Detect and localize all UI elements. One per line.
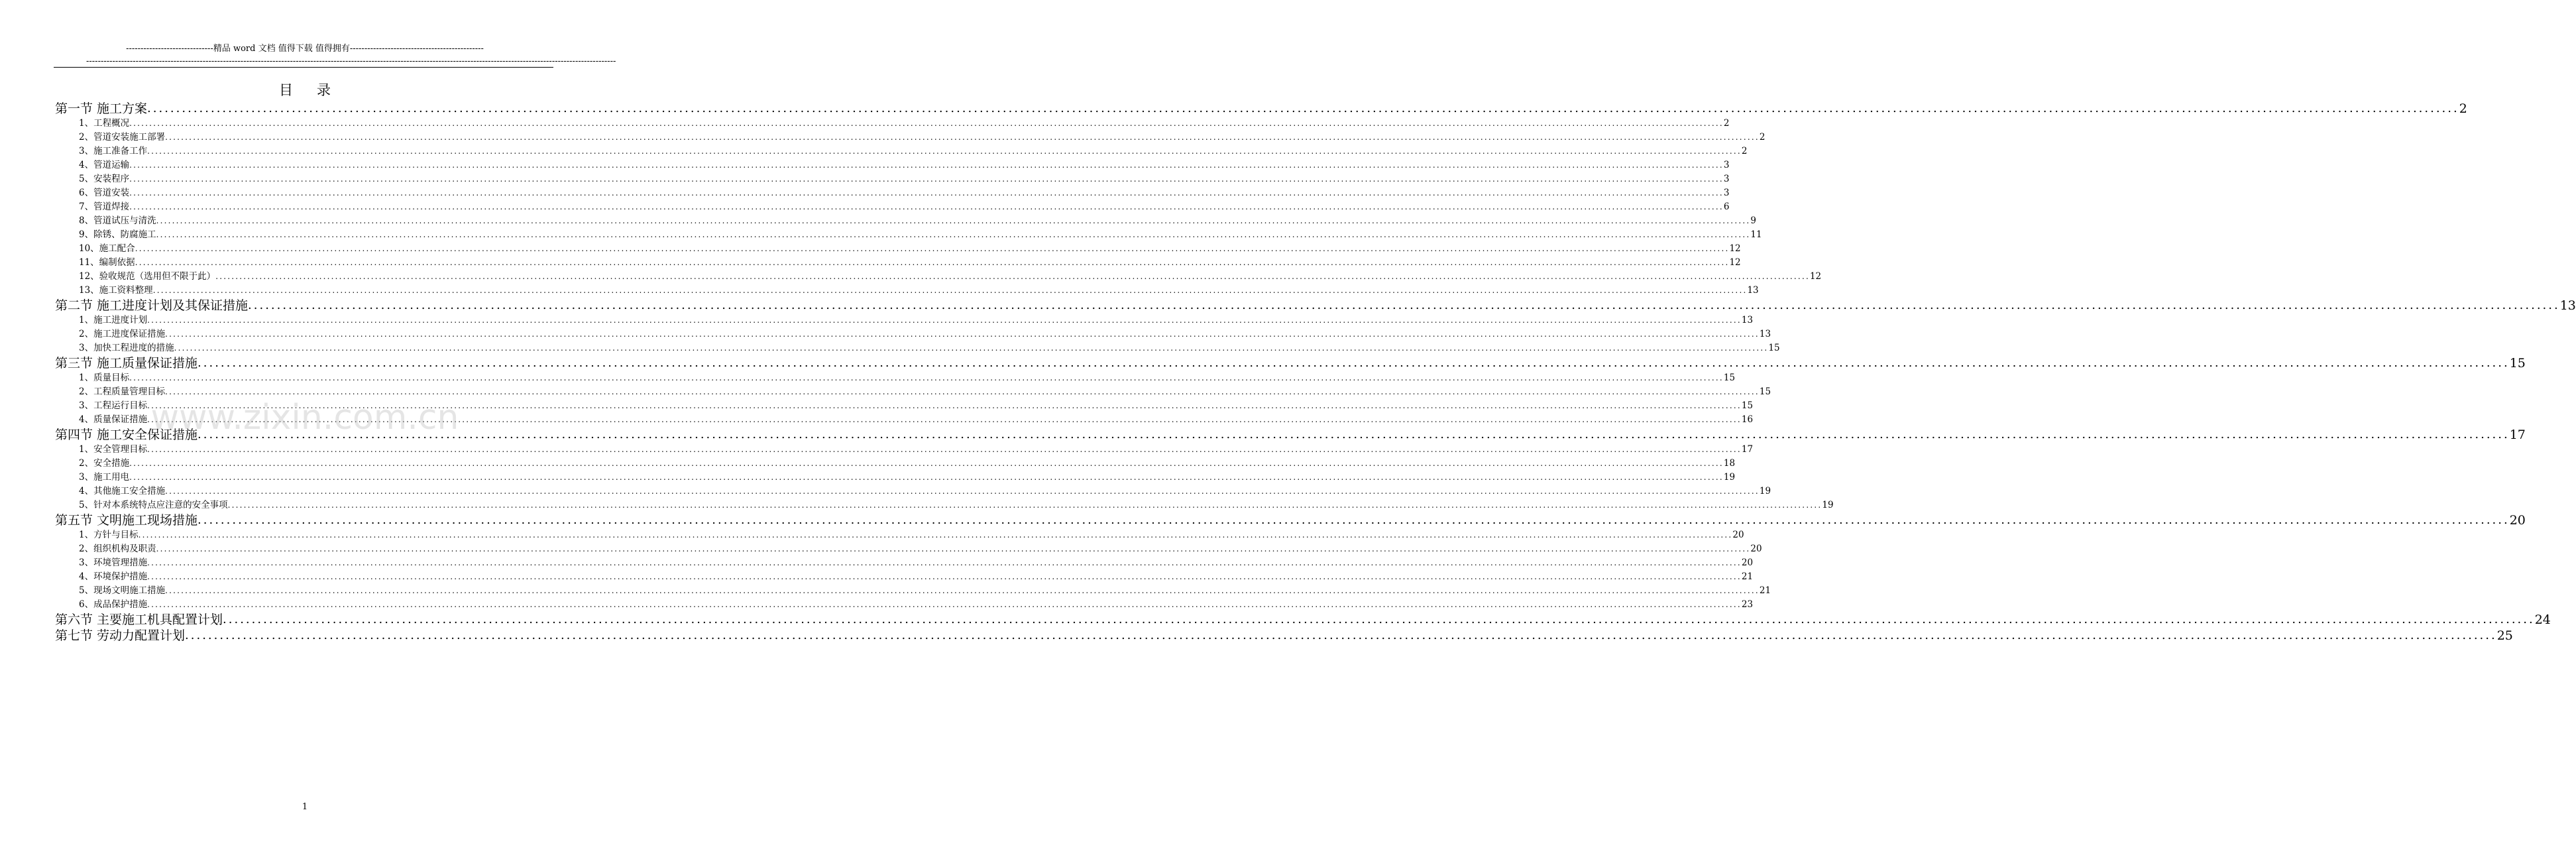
toc-dot-leader: ................................................................................................................................................................................................................................................................................................................................................................................................................ xyxy=(197,428,2510,441)
toc-dot-leader: ................................................................................................................................................................................................................................................................................................................................................................................................................ xyxy=(129,373,1724,382)
toc-dot-leader: ................................................................................................................................................................................................................................................................................................................................................................................................................ xyxy=(197,513,2510,527)
toc-entry-page: 2 xyxy=(1759,132,1765,143)
toc-entry-page: 20 xyxy=(2509,513,2526,528)
toc-entry-label: 4、环境保护措施 xyxy=(79,571,148,582)
toc-section-entry[interactable] xyxy=(55,101,2467,117)
toc-dot-leader: ................................................................................................................................................................................................................................................................................................................................................................................................................ xyxy=(227,500,1822,510)
toc-subentry[interactable] xyxy=(55,214,1756,228)
table-of-contents xyxy=(55,101,2576,644)
toc-subentry[interactable] xyxy=(55,556,1754,570)
toc-entry-page: 25 xyxy=(2496,628,2513,643)
toc-subentry[interactable] xyxy=(55,144,1748,158)
toc-entry-page: 15 xyxy=(1741,400,1754,411)
toc-entry-label: 4、管道运输 xyxy=(79,160,130,170)
toc-subentry[interactable] xyxy=(55,341,1780,355)
toc-entry-page: 18 xyxy=(1723,458,1736,469)
toc-entry-label: 5、针对本系统特点应注意的安全事项 xyxy=(79,500,228,510)
toc-entry-page: 23 xyxy=(1741,599,1754,610)
toc-dot-leader: ................................................................................................................................................................................................................................................................................................................................................................................................................ xyxy=(215,272,1810,281)
toc-entry-label: 3、施工用电 xyxy=(79,472,130,483)
toc-entry-label: 1、安全管理目标 xyxy=(79,444,148,455)
toc-subentry[interactable] xyxy=(55,413,1754,427)
toc-dot-leader: ................................................................................................................................................................................................................................................................................................................................................................................................................ xyxy=(165,329,1760,339)
toc-entry-label: 第五节 文明施工现场措施 xyxy=(55,513,198,528)
toc-dot-leader: ................................................................................................................................................................................................................................................................................................................................................................................................................ xyxy=(147,600,1742,609)
toc-entry-label: 6、成品保护措施 xyxy=(79,599,148,610)
toc-subentry[interactable] xyxy=(55,172,1730,186)
toc-subentry[interactable] xyxy=(55,485,1771,498)
toc-entry-page: 15 xyxy=(2509,356,2526,371)
toc-entry-page: 3 xyxy=(1723,188,1730,198)
toc-dot-leader: ................................................................................................................................................................................................................................................................................................................................................................................................................ xyxy=(156,230,1751,239)
toc-entry-page: 15 xyxy=(1723,373,1736,383)
toc-dot-leader: ................................................................................................................................................................................................................................................................................................................................................................................................................ xyxy=(165,586,1760,595)
toc-dot-leader: ................................................................................................................................................................................................................................................................................................................................................................................................................ xyxy=(156,216,1751,225)
toc-entry-page: 15 xyxy=(1759,386,1771,397)
toc-subentry[interactable] xyxy=(55,314,1754,327)
toc-subentry[interactable] xyxy=(55,327,1771,341)
toc-entry-page: 11 xyxy=(1750,229,1762,240)
toc-entry-label: 8、管道试压与清洗 xyxy=(79,215,156,226)
toc-entry-label: 第六节 主要施工机具配置计划 xyxy=(55,612,223,627)
toc-entry-page: 9 xyxy=(1750,215,1756,226)
toc-entry-page: 19 xyxy=(1822,500,1834,510)
toc-entry-label: 1、方针与目标 xyxy=(79,530,139,540)
toc-entry-label: 2、施工进度保证措施 xyxy=(79,329,166,339)
toc-entry-page: 6 xyxy=(1723,201,1730,212)
toc-subentry[interactable] xyxy=(55,443,1754,457)
toc-entry-label: 9、除锈、防腐施工 xyxy=(79,229,156,240)
toc-entry-page: 13 xyxy=(1741,315,1754,325)
toc-entry-page: 13 xyxy=(1759,329,1771,339)
toc-entry-page: 13 xyxy=(1747,285,1759,296)
toc-section-entry[interactable] xyxy=(55,298,2576,314)
toc-subentry[interactable] xyxy=(55,584,1771,598)
toc-title: 目录 xyxy=(279,82,355,98)
toc-entry-label: 5、现场文明施工措施 xyxy=(79,585,166,596)
toc-subentry[interactable] xyxy=(55,542,1762,556)
toc-entry-label: 6、管道安装 xyxy=(79,188,130,198)
toc-subentry[interactable] xyxy=(55,471,1736,485)
toc-dot-leader: ................................................................................................................................................................................................................................................................................................................................................................................................................ xyxy=(147,415,1742,424)
toc-subentry[interactable] xyxy=(55,399,1754,413)
toc-entry-label: 第一节 施工方案 xyxy=(55,101,148,116)
toc-dot-leader: ................................................................................................................................................................................................................................................................................................................................................................................................................ xyxy=(165,387,1760,396)
toc-dot-leader: ................................................................................................................................................................................................................................................................................................................................................................................................................ xyxy=(152,286,1748,295)
toc-subentry[interactable] xyxy=(55,200,1730,214)
header-dashes: -------------------------------------------------------------------------------------------------------------------------------------------------------------------------------------- xyxy=(86,56,616,66)
toc-entry-page: 21 xyxy=(1759,585,1771,596)
toc-dot-leader: ................................................................................................................................................................................................................................................................................................................................................................................................................ xyxy=(147,101,2459,115)
toc-subentry[interactable] xyxy=(55,570,1754,584)
toc-subentry[interactable] xyxy=(55,284,1759,298)
toc-entry-page: 17 xyxy=(1741,444,1754,455)
toc-section-entry[interactable] xyxy=(55,355,2526,371)
toc-subentry[interactable] xyxy=(55,528,1744,542)
toc-entry-label: 4、其他施工安全措施 xyxy=(79,486,166,496)
toc-entry-label: 2、安全措施 xyxy=(79,458,130,469)
toc-entry-label: 第七节 劳动力配置计划 xyxy=(55,628,186,643)
toc-entry-page: 2 xyxy=(1741,146,1748,156)
toc-dot-leader: ................................................................................................................................................................................................................................................................................................................................................................................................................ xyxy=(129,160,1724,170)
toc-entry-label: 7、管道焊接 xyxy=(79,201,130,212)
toc-entry-label: 第二节 施工进度计划及其保证措施 xyxy=(55,298,249,313)
toc-entry-page: 3 xyxy=(1723,160,1730,170)
toc-entry-page: 15 xyxy=(1768,343,1780,353)
toc-section-entry[interactable] xyxy=(55,427,2526,443)
toc-entry-label: 3、环境管理措施 xyxy=(79,557,148,568)
toc-section-entry[interactable] xyxy=(55,612,2551,628)
toc-dot-leader: ................................................................................................................................................................................................................................................................................................................................................................................................................ xyxy=(165,133,1760,142)
toc-dot-leader: ................................................................................................................................................................................................................................................................................................................................................................................................................ xyxy=(147,445,1742,454)
toc-subentry[interactable] xyxy=(55,242,1741,256)
toc-subentry[interactable] xyxy=(55,158,1730,172)
toc-subentry[interactable] xyxy=(55,385,1771,399)
toc-entry-page: 13 xyxy=(2559,298,2576,313)
toc-entry-page: 12 xyxy=(1809,271,1822,282)
toc-subentry[interactable] xyxy=(55,371,1736,385)
toc-entry-label: 1、质量目标 xyxy=(79,373,130,383)
toc-entry-page: 2 xyxy=(2459,101,2467,116)
toc-entry-page: 20 xyxy=(1741,557,1754,568)
toc-entry-label: 1、工程概况 xyxy=(79,118,130,129)
toc-dot-leader: ................................................................................................................................................................................................................................................................................................................................................................................................................ xyxy=(147,401,1742,410)
toc-section-entry[interactable] xyxy=(55,512,2526,528)
toc-entry-label: 第三节 施工质量保证措施 xyxy=(55,356,198,371)
toc-dot-leader: ................................................................................................................................................................................................................................................................................................................................................................................................................ xyxy=(138,530,1733,540)
toc-entry-page: 17 xyxy=(2509,428,2526,442)
toc-entry-label: 第四节 施工安全保证措施 xyxy=(55,428,198,442)
toc-entry-page: 12 xyxy=(1729,257,1741,268)
toc-entry-label: 11、编制依据 xyxy=(79,257,135,268)
toc-entry-label: 13、施工资料整理 xyxy=(79,285,153,296)
toc-entry-label: 2、工程质量管理目标 xyxy=(79,386,166,397)
toc-subentry[interactable] xyxy=(55,598,1754,612)
toc-entry-page: 19 xyxy=(1723,472,1736,483)
toc-dot-leader: ................................................................................................................................................................................................................................................................................................................................................................................................................ xyxy=(129,188,1724,198)
toc-entry-page: 3 xyxy=(1723,174,1730,184)
toc-dot-leader: ................................................................................................................................................................................................................................................................................................................................................................................................................ xyxy=(197,356,2510,370)
toc-dot-leader: ................................................................................................................................................................................................................................................................................................................................................................................................................ xyxy=(129,119,1724,128)
toc-dot-leader: ................................................................................................................................................................................................................................................................................................................................................................................................................ xyxy=(129,459,1724,468)
toc-entry-label: 4、质量保证措施 xyxy=(79,414,148,425)
header-banner: ------------------------------精品 word 文档 值得下载 值得拥有---------------------------------------------- xyxy=(126,44,484,54)
toc-dot-leader: ................................................................................................................................................................................................................................................................................................................................................................................................................ xyxy=(223,612,2535,626)
toc-dot-leader: ................................................................................................................................................................................................................................................................................................................................................................................................................ xyxy=(147,316,1742,325)
toc-entry-label: 3、工程运行目标 xyxy=(79,400,148,411)
toc-entry-page: 16 xyxy=(1741,414,1754,425)
toc-dot-leader: ................................................................................................................................................................................................................................................................................................................................................................................................................ xyxy=(129,473,1724,482)
toc-subentry[interactable] xyxy=(55,498,1834,512)
toc-subentry[interactable] xyxy=(55,457,1736,471)
toc-dot-leader: ................................................................................................................................................................................................................................................................................................................................................................................................................ xyxy=(147,558,1742,567)
toc-dot-leader: ................................................................................................................................................................................................................................................................................................................................................................................................................ xyxy=(129,202,1724,211)
toc-entry-label: 3、加快工程进度的措施 xyxy=(79,343,174,353)
toc-entry-page: 19 xyxy=(1759,486,1771,496)
toc-dot-leader: ................................................................................................................................................................................................................................................................................................................................................................................................................ xyxy=(185,628,2497,642)
toc-entry-page: 21 xyxy=(1741,571,1754,582)
toc-dot-leader: ................................................................................................................................................................................................................................................................................................................................................................................................................ xyxy=(165,487,1760,496)
watermark: www.zixin.com.cn xyxy=(150,398,459,437)
toc-entry-label: 10、施工配合 xyxy=(79,243,135,254)
toc-dot-leader: ................................................................................................................................................................................................................................................................................................................................................................................................................ xyxy=(147,572,1742,581)
toc-entry-page: 24 xyxy=(2534,612,2551,627)
toc-subentry[interactable] xyxy=(55,117,1730,131)
toc-dot-leader: ................................................................................................................................................................................................................................................................................................................................................................................................................ xyxy=(135,258,1730,267)
toc-dot-leader: ................................................................................................................................................................................................................................................................................................................................................................................................................ xyxy=(248,298,2560,312)
toc-entry-page: 12 xyxy=(1729,243,1741,254)
toc-subentry[interactable] xyxy=(55,186,1730,200)
toc-entry-page: 20 xyxy=(1750,544,1762,554)
toc-subentry[interactable] xyxy=(55,131,1765,144)
toc-subentry[interactable] xyxy=(55,256,1741,270)
toc-entry-page: 20 xyxy=(1732,530,1744,540)
page-number: 1 xyxy=(302,802,308,812)
toc-entry-label: 5、安装程序 xyxy=(79,174,130,184)
toc-entry-page: 2 xyxy=(1723,118,1730,129)
toc-section-entry[interactable] xyxy=(55,628,2513,644)
toc-dot-leader: ................................................................................................................................................................................................................................................................................................................................................................................................................ xyxy=(147,146,1742,156)
header-rule xyxy=(54,67,553,68)
toc-dot-leader: ................................................................................................................................................................................................................................................................................................................................................................................................................ xyxy=(156,544,1751,553)
toc-dot-leader: ................................................................................................................................................................................................................................................................................................................................................................................................................ xyxy=(135,244,1730,253)
toc-entry-label: 2、组织机构及职责 xyxy=(79,544,156,554)
toc-entry-label: 12、验收规范（选用但不限于此） xyxy=(79,271,216,282)
toc-entry-label: 3、施工准备工作 xyxy=(79,146,148,156)
toc-entry-label: 1、施工进度计划 xyxy=(79,315,148,325)
toc-subentry[interactable] xyxy=(55,270,1822,284)
toc-dot-leader: ................................................................................................................................................................................................................................................................................................................................................................................................................ xyxy=(129,174,1724,184)
toc-subentry[interactable] xyxy=(55,228,1762,242)
toc-entry-label: 2、管道安装施工部署 xyxy=(79,132,166,143)
toc-dot-leader: ................................................................................................................................................................................................................................................................................................................................................................................................................ xyxy=(174,343,1769,353)
